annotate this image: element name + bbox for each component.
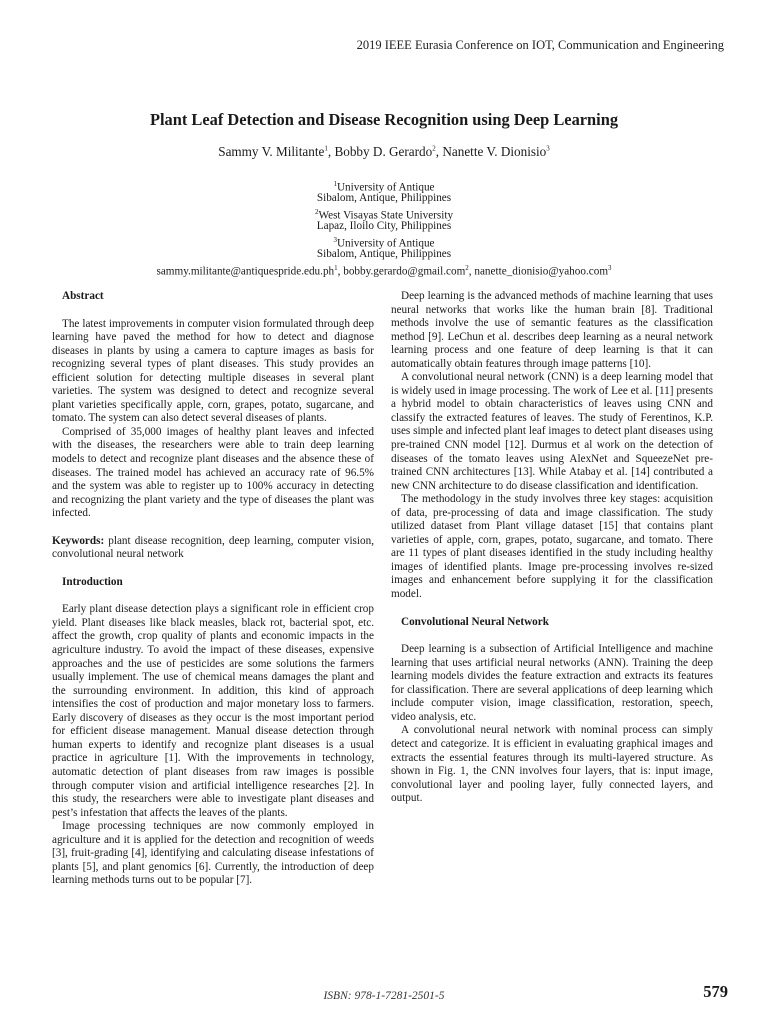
affiliation-line xyxy=(0,219,768,233)
author-sup: 1 xyxy=(324,144,328,153)
introduction-heading: Introduction xyxy=(62,575,123,588)
intro-paragraph: Image processing techniques are now commonly employed in agriculture and it is applied for the detection and recognition of weeds [3], fruit-grading [4], identifying and calculating disease infestations of plants [5], and plant genomics [6]. Currently, the introduction of deep learning methods turns out to be popular [7]. xyxy=(52,820,374,887)
cnn-paragraph: A convolutional neural network with nominal process can simply detect and categorize. It is efficient in evaluating graphical images and extracts the essential features through its multi-layered structure. As shown in Fig. 1, the CNN involves four layers, that is: input image, convolutional layer and pooling layer, fully connected layers, and output. xyxy=(391,724,713,805)
keywords-label: Keywords: xyxy=(52,534,105,547)
email-sup: 2 xyxy=(465,264,469,272)
email: nanette_dionisio@yahoo.com xyxy=(474,265,609,278)
page-number: 579 xyxy=(703,982,728,1001)
abstract-heading: Abstract xyxy=(62,290,104,302)
intro-paragraph: Early plant disease detection plays a significant role in efficient crop yield. Plant diseases like black measles, black rot, bacterial spot, etc. affect the growth, crop quality of plants and economic impacts in the agriculture industry. To avoid the impact of these diseases, expensive approaches and the use of pesticides are some solutions the farmers usually implement. The use of chemical means damages the plant and the surrounding environment. In addition, this kind of approach intensifies the cost of production and major monetary loss to farmers. Early discovery of diseases as they occur is the most important period for efficient disease management. Manual disease detection through human experts to identify and recognize plant diseases is a usual practice in agriculture [1]. With the improvements in technology, automatic detection of plant diseases from raw images is possible through computer vision and artificial intelligence researches [2]. In this study, the researchers were able to investigate plant diseases and pest’s infestation that affects the leaves of the plants. xyxy=(52,603,374,819)
affiliation-text: University of Antique xyxy=(336,181,435,194)
author-sep: , xyxy=(327,144,335,159)
paper-title: Plant Leaf Detection and Disease Recognition using Deep Learning xyxy=(149,110,619,129)
left-column xyxy=(52,290,374,888)
affiliation-text: West Visayas State University xyxy=(318,209,454,222)
affiliation-text: Lapaz, Iloilo City, Philippines xyxy=(316,220,452,232)
intro-paragraph: The methodology in the study involves three key stages: acquisition of data, pre-processing of data and image classification. The study utilized dataset from Plant village dataset [15] that contains plant varieties of apple, corn, grapes, potato, sugarcane, and tomato. There are 11 types of plant diseases identified in the study including healthy images of identified plants. Image pre-processing involves re-sized images and enhancement before supplying it for the classification model. xyxy=(391,493,713,601)
affiliation-line xyxy=(0,177,768,194)
affiliation-text: Sibalom, Antique, Philippines xyxy=(316,248,452,260)
right-column xyxy=(391,290,713,806)
conference-header: 2019 IEEE Eurasia Conference on IOT, Communication and Engineering xyxy=(356,38,724,52)
author-name: Nanette V. Dionisio xyxy=(442,144,547,159)
affiliation-sup: 3 xyxy=(333,236,337,244)
affiliation-line xyxy=(0,205,768,222)
abstract-paragraph: The latest improvements in computer vision formulated through deep learning have paved the method for how to detect and diagnose diseases in plants by using a camera to capture images as basis for recognizing several types of plant diseases. This study provides an efficient solution for detecting multiple diseases in several plant varieties. The system was designed to detect and recognize several plant varieties specifically apple, corn, grapes, potato, sugarcane, and tomato. The system can also detect several diseases of plants. xyxy=(52,317,374,425)
cnn-paragraph: Deep learning is a subsection of Artificial Intelligence and machine learning that uses artificial neural networks (ANN). Training the deep learning models divides the feature extraction and extracts its features for classification. There are several applications of deep learning which include computer vision, image classification, restoration, speech, video analysis, etc. xyxy=(391,643,713,723)
intro-paragraph: Deep learning is the advanced methods of machine learning that uses neural networks that works like the human brain [8]. Traditional methods involve the use of semantic features as the classification method [9]. LeChun et al. describes deep learning as a neural network learning process and one feature of deep learning is that it can automatically obtain features through image patterns [10]. xyxy=(391,290,713,370)
author-sup: 2 xyxy=(432,144,436,153)
author-name: Bobby D. Gerardo xyxy=(334,144,433,159)
affiliation-sup: 2 xyxy=(314,208,319,216)
author-sup: 3 xyxy=(546,144,550,153)
affiliation-line xyxy=(0,233,768,250)
author-list xyxy=(0,144,768,160)
keywords xyxy=(52,535,374,562)
affiliation-line xyxy=(0,247,768,261)
email-sup: 3 xyxy=(608,264,612,272)
email-sep: , xyxy=(468,265,475,278)
affiliation-sup: 1 xyxy=(333,180,337,188)
intro-paragraph: A convolutional neural network (CNN) is a deep learning model that is widely used in image processing. The work of Lee et al. [11] presents a hybrid model to obtain characteristics of leaves using CNN and classify the extracted features of leaves. The study of Ferentinos, K.P. uses simple and infected plant leaf images to detect plant diseases using pre-trained CNN model [12]. Durmus et al work on the detection of diseases of the tomato leaves using AlexNet and SqueezeNet pre-trained CNN architectures [13]. While Atabay et al. [14] contributed a new CNN architecture to do disease classification and identification. xyxy=(391,371,713,492)
affiliation-text: Sibalom, Antique, Philippines xyxy=(316,192,452,204)
author-name: Sammy V. Militante xyxy=(218,144,325,159)
affiliation-line xyxy=(0,191,768,205)
email: sammy.militante@antiquespride.edu.ph xyxy=(156,265,335,278)
isbn: ISBN: 978-1-7281-2501-5 xyxy=(323,990,445,1002)
keywords-text: plant disease recognition, deep learning, computer vision, convolutional neural network xyxy=(52,534,374,561)
affiliation-text: University of Antique xyxy=(336,237,435,250)
email-line xyxy=(0,261,768,278)
email-sup: 1 xyxy=(334,264,338,272)
affiliations xyxy=(0,177,768,278)
author-sep: , xyxy=(435,144,443,159)
abstract-paragraph: Comprised of 35,000 images of healthy plant leaves and infected with the diseases, the researchers were able to train deep learning models to detect and recognize plant diseases and the absence these of diseases. The trained model has achieved an accuracy rate of 96.5% and the system was able to register up to 100% accuracy in detecting and recognizing the plant variety and the type of diseases the plant was infected. xyxy=(52,425,374,520)
cnn-heading: Convolutional Neural Network xyxy=(401,615,549,628)
email-sep: , xyxy=(337,265,344,278)
email: bobby.gerardo@gmail.com xyxy=(343,265,466,278)
